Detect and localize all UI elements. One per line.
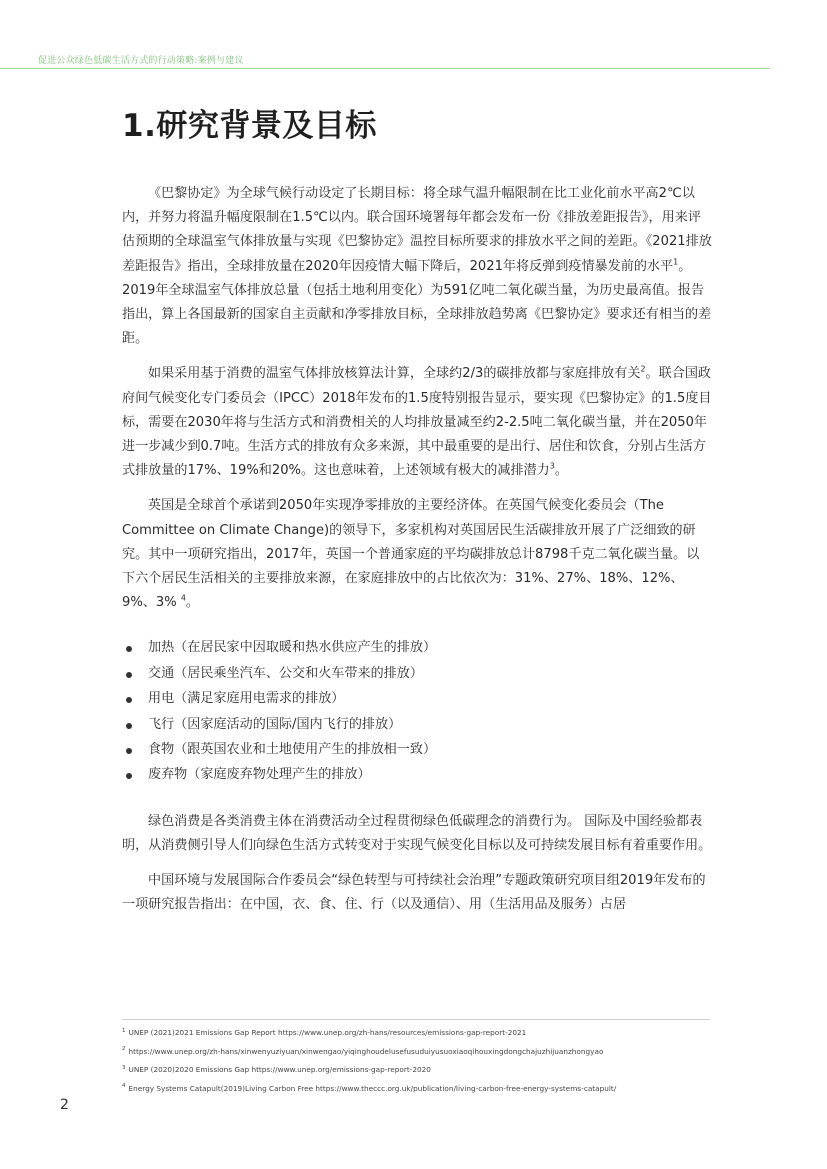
page-number: 2	[60, 1097, 69, 1113]
paragraph-consumption-emissions: 如果采用基于消费的温室气体排放核算法计算，全球约2/3的碳排放都与家庭排放有关$^2$。联合国政府间气候变化专门委员会（IPCC）2018年发布的1.5度特别报告显示，要实现《巴黎协定》的1.5度目标，需要在2030年将与生活方式和消费相关的人均排放量减至约2-2.5吨二氧化碳当量，并在2050年进一步减少到0.7吨。生活方式的排放有众多来源，其中最重要的是出行、居住和饮食，分别占生活方式排放量的17%、19%和20%。这也意味着，上述领域有极大的减排潜力$^3$。	[122, 365, 712, 479]
footnote-2: $^2$ https://www.unep.org/zh-hans/xinwenyuziyuan/xinwengao/yiqinghoudelusefusuduiyusuoxiaoqihouxingdongchajuzhijuanzhongyao	[122, 1046, 604, 1056]
footnote-ref-1[interactable]: 1	[673, 257, 679, 267]
list-item: 交通（居民乘坐汽车、公交和火车带来的排放）	[122, 662, 712, 686]
list-item: 食物（跟英国农业和土地使用产生的排放相一致）	[122, 738, 712, 762]
footnote-ref-3[interactable]: 3	[549, 461, 555, 471]
footnote-ref-2[interactable]: 2	[640, 365, 646, 375]
footnote-4: $^4$ Energy Systems Catapult(2019)Living Carbon Free https://www.theccc.org.uk/publication/living-carbon-free-energy-systems-catapult/	[122, 1083, 617, 1093]
emission-sources-list	[122, 636, 712, 787]
footnotes	[122, 1027, 722, 1101]
footnote-1: $^1$ UNEP (2021)2021 Emissions Gap Report https://www.unep.org/zh-hans/resources/emissions-gap-report-2021	[122, 1027, 527, 1037]
running-header: 促进公众绿色低碳生活方式的行动策略:案例与建议	[38, 56, 244, 66]
paragraph-uk-net-zero: 英国是全球首个承诺到2050年实现净零排放的主要经济体。在英国气候变化委员会（The Committee on Climate Change)的领导下，多家机构对英国居民生活碳排放开展了广泛细致的研究。其中一项研究指出，2017年，英国一个普通家庭的平均碳排放总计8798千克二氧化碳当量。以下六个居民生活相关的主要排放来源，在家庭排放中的占比依次为：31%、27%、18%、12%、9%、3% $^4$。	[122, 498, 700, 611]
list-item: 飞行（因家庭活动的国际/国内飞行的排放）	[122, 713, 712, 737]
footnote-ref-4[interactable]: 4	[180, 593, 186, 603]
paragraph-paris-agreement: 《巴黎协定》为全球气候行动设定了长期目标：将全球气温升幅限制在比工业化前水平高2℃以内，并努力将温升幅度限制在1.5℃以内。联合国环境署每年都会发布一份《排放差距报告》，用来评估预期的全球温室气体排放量与实现《巴黎协定》温控目标所要求的排放水平之间的差距。《2021排放差距报告》指出，全球排放量在2020年因疫情大幅下降后，2021年将反弹到疫情暴发前的水平$^1$。2019年全球温室气体排放总量（包括土地利用变化）为591亿吨二氧化碳当量，为历史最高值。报告指出，算上各国最新的国家自主贡献和净零排放目标，全球排放趋势离《巴黎协定》要求还有相当的差距。	[122, 186, 712, 347]
header-divider	[0, 68, 770, 69]
paragraph-cciced-report: 中国环境与发展国际合作委员会“绿色转型与可持续社会治理”专题政策研究项目组2019年发布的一项研究报告指出：在中国，衣、食、住、行（以及通信）、用（生活用品及服务）占居	[122, 873, 706, 913]
list-item: 废弃物（家庭废弃物处理产生的排放）	[122, 763, 712, 787]
body-text	[122, 182, 712, 917]
section-title: 1.研究背景及目标	[122, 108, 377, 144]
footnote-3: $^3$ UNEP (2020)2020 Emissions Gap https://www.unep.org/emissions-gap-report-2020	[122, 1064, 431, 1075]
footnote-link[interactable]: https://www.unep.org/zh-hans/xinwenyuziyuan/xinwengao/yiqinghoudelusefusuduiyusuoxiaoqihouxingdongchajuzhijuanzhongyao	[128, 1046, 604, 1056]
list-item: 用电（满足家庭用电需求的排放）	[122, 687, 712, 711]
paragraph-green-consumption: 绿色消费是各类消费主体在消费活动全过程贯彻绿色低碳理念的消费行为。 国际及中国经验都表明，从消费侧引导人们向绿色生活方式转变对于实现气候变化目标以及可持续发展目标有着重要作用。	[122, 813, 712, 853]
footnote-divider	[122, 1019, 710, 1020]
footnote-link[interactable]: UNEP (2021)2021 Emissions Gap Report https://www.unep.org/zh-hans/resources/emissions-gap-report-2021	[128, 1028, 527, 1037]
list-item: 加热（在居民家中因取暖和热水供应产生的排放）	[122, 636, 712, 660]
footnote-link[interactable]: UNEP (2020)2020 Emissions Gap https://www.unep.org/emissions-gap-report-2020	[128, 1065, 431, 1075]
footnote-link[interactable]: Energy Systems Catapult(2019)Living Carbon Free https://www.theccc.org.uk/publication/living-carbon-free-energy-systems-catapult/	[128, 1083, 617, 1093]
